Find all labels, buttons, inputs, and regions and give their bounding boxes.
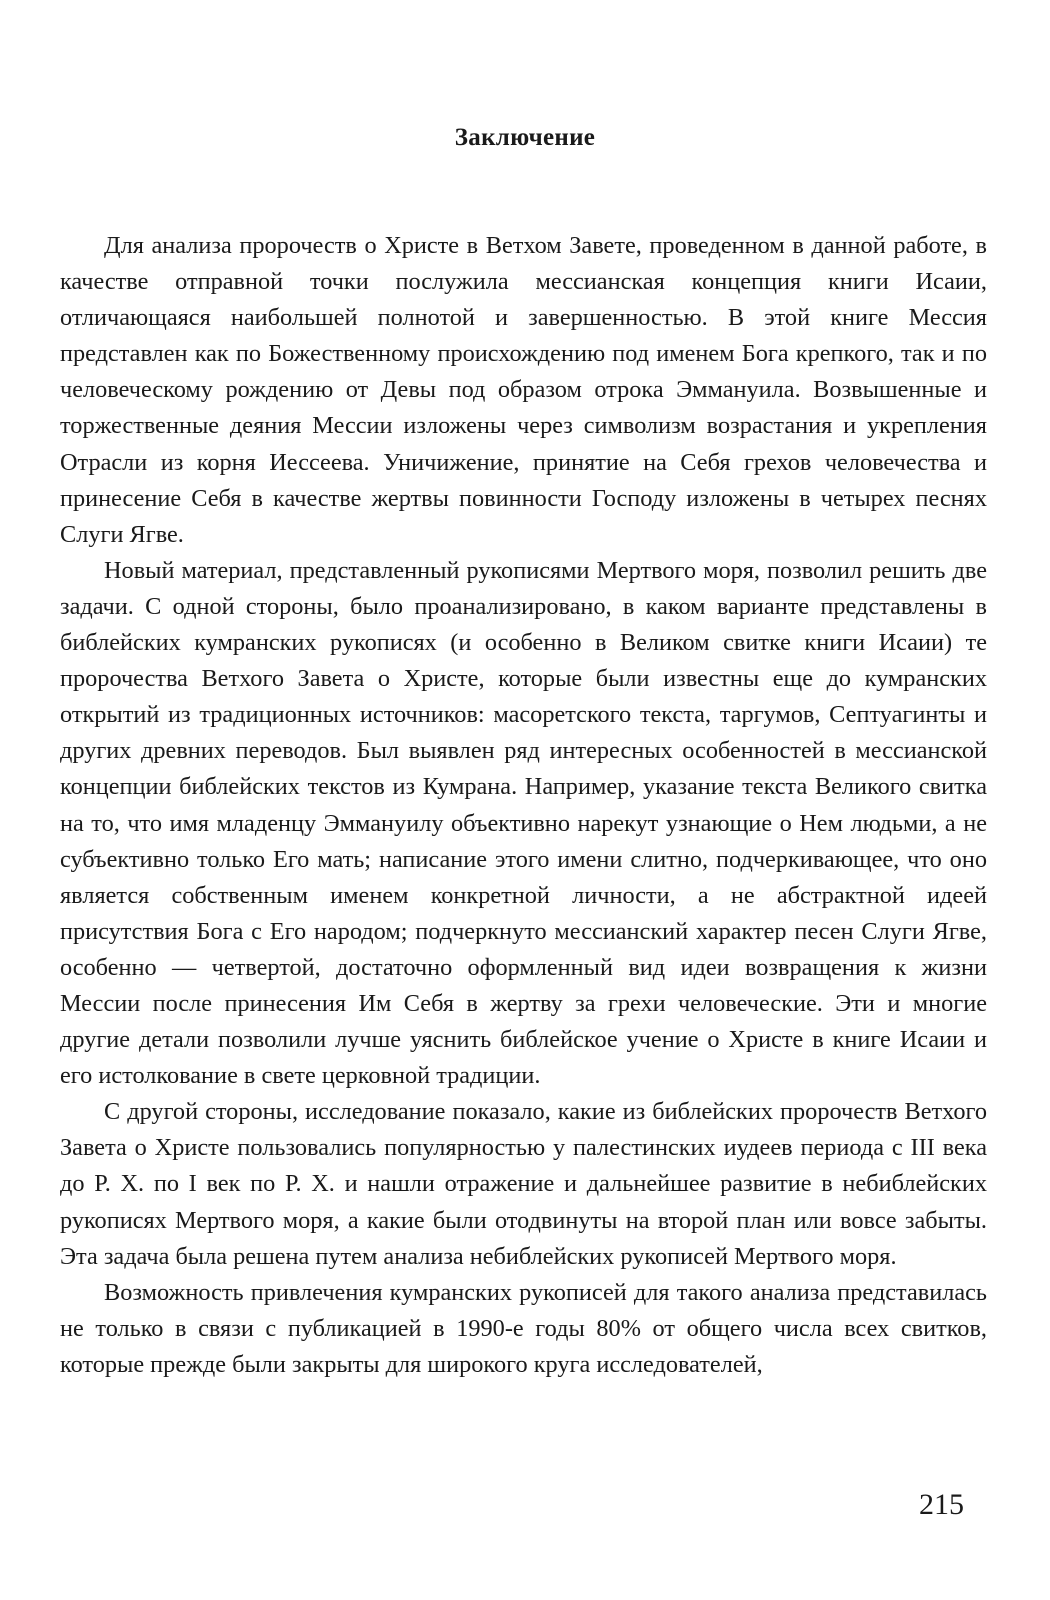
paragraph-1: Для анализа пророчеств о Христе в Ветхом Завете, проведенном в данной работе, в качестве отправной точки послужила мессианская концепция книги Исаии, отличающаяся наибольшей полнотой и завершенностью. В этой книге Мессия представлен как по Божественному происхождению под именем Бога крепкого, так и по человеческому рождению от Девы под образом отрока Эммануила. Возвышенные и торжественные деяния Мессии изложены через символизм возрастания и укрепления Отрасли из корня Иессеева. Уничижение, принятие на Себя грехов человечества и принесение Себя в качестве жертвы повинности Господу изложены в четырех песнях Слуги Ягве. bbox=[60, 232, 987, 548]
chapter-body bbox=[60, 228, 987, 1383]
page-number: 215 bbox=[919, 1488, 964, 1521]
chapter-title: Заключение bbox=[454, 124, 596, 151]
paragraph-3: С другой стороны, исследование показало, какие из библейских пророчеств Ветхого Завета о Христе пользовались популярностью у палестинских иудеев периода с III века до Р. Х. по I век по Р. Х. и нашли отражение и дальнейшее развитие в небиблейских рукописях Мертвого моря, а какие были отодвинуты на второй план или вовсе забыты. Эта задача была решена путем анализа небиблейских рукописей Мертвого моря. bbox=[60, 1098, 987, 1270]
paragraph-2: Новый материал, представленный рукописями Мертвого моря, позволил решить две задачи. С одной стороны, было проанализировано, в каком варианте представлены в библейских кумранских рукописях (и особенно в Великом свитке книги Исаии) те пророчества Ветхого Завета о Христе, которые были известны еще до кумранских открытий из традиционных источников: масоретского текста, таргумов, Септуагинты и других древних переводов. Был выявлен ряд интересных особенностей в мессианской концепции библейских текстов из Кумрана. Например, указание текста Великого свитка на то, что имя младенцу Эммануилу объективно нарекут узнающие о Нем людьми, а не субъективно только Его мать; написание этого имени слитно, подчеркивающее, что оно является собственным именем конкретной личности, а не абстрактной идеей присутствия Бога с Его народом; подчеркнуто мессианский характер песен Слуги Ягве, особенно — четвертой, достаточно оформленный вид идеи возвращения к жизни Мессии после принесения Им Себя в жертву за грехи человеческие. Эти и многие другие детали позволили лучше уяснить библейское учение о Христе в книге Исаии и его истолкование в свете церковной традиции. bbox=[60, 556, 987, 1090]
paragraph-4: Возможность привлечения кумранских рукописей для такого анализа представилась не только в связи с публикацией в 1990-е годы 80% от общего числа всех свитков, которые прежде были закрыты для широкого круга исследователей, bbox=[60, 1278, 987, 1378]
